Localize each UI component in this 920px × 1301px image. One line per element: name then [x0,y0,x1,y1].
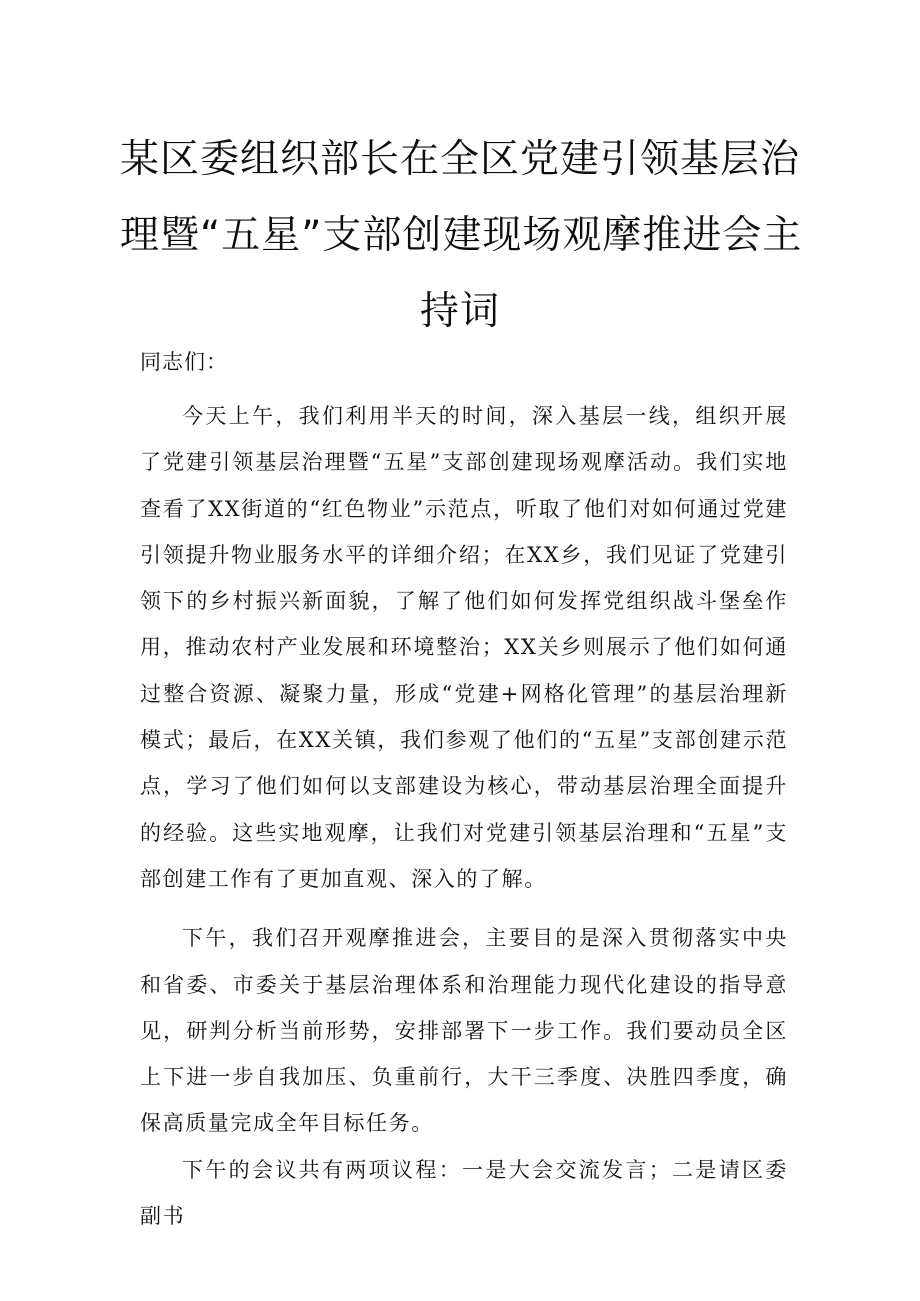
title-line-2: 理暨“五星”支部创建现场观摩推进会主 [120,213,803,258]
salutation: 同志们： [140,350,228,374]
document-body [140,345,788,1239]
title-line-1: 某区委组织部长在全区党建引领基层治 [120,137,801,182]
document-title [120,122,803,350]
paragraph-afternoon-meeting: 下午，我们召开观摩推进会，主要目的是深入贯彻落实中央和省委、市委关于基层治理体系和治理能力现代化建设的指导意见，研判分析当前形势，安排部署下一步工作。我们要动员全区上下进一步自我加压、负重前行，大干三季度、决胜四季度，确保高质量完成全年目标任务。 [140,926,788,1136]
paragraph-agenda: 下午的会议共有两项议程：一是大会交流发言；二是请区委副书 [140,1157,788,1229]
paragraph-morning-visit: 今天上午，我们利用半天的时间，深入基层一线，组织开展了党建引领基层治理暨“五星”支部创建现场观摩活动。我们实地查看了XX街道的“红色物业”示范点，听取了他们对如何通过党建引领提升物业服务水平的详细介绍；在XX乡，我们见证了党建引领下的乡村振兴新面貌，了解了他们如何发挥党组织战斗堡垒作用，推动农村产业发展和环境整治；XX关乡则展示了他们如何通过整合资源、凝聚力量，形成“党建+网格化管理”的基层治理新模式；最后，在XX关镇，我们参观了他们的“五星”支部创建示范点，学习了他们如何以支部建设为核心，带动基层治理全面提升的经验。这些实地观摩，让我们对党建引领基层治理和“五星”支部创建工作有了更加直观、深入的了解。 [140,404,788,891]
title-line-3: 持词 [419,289,500,334]
